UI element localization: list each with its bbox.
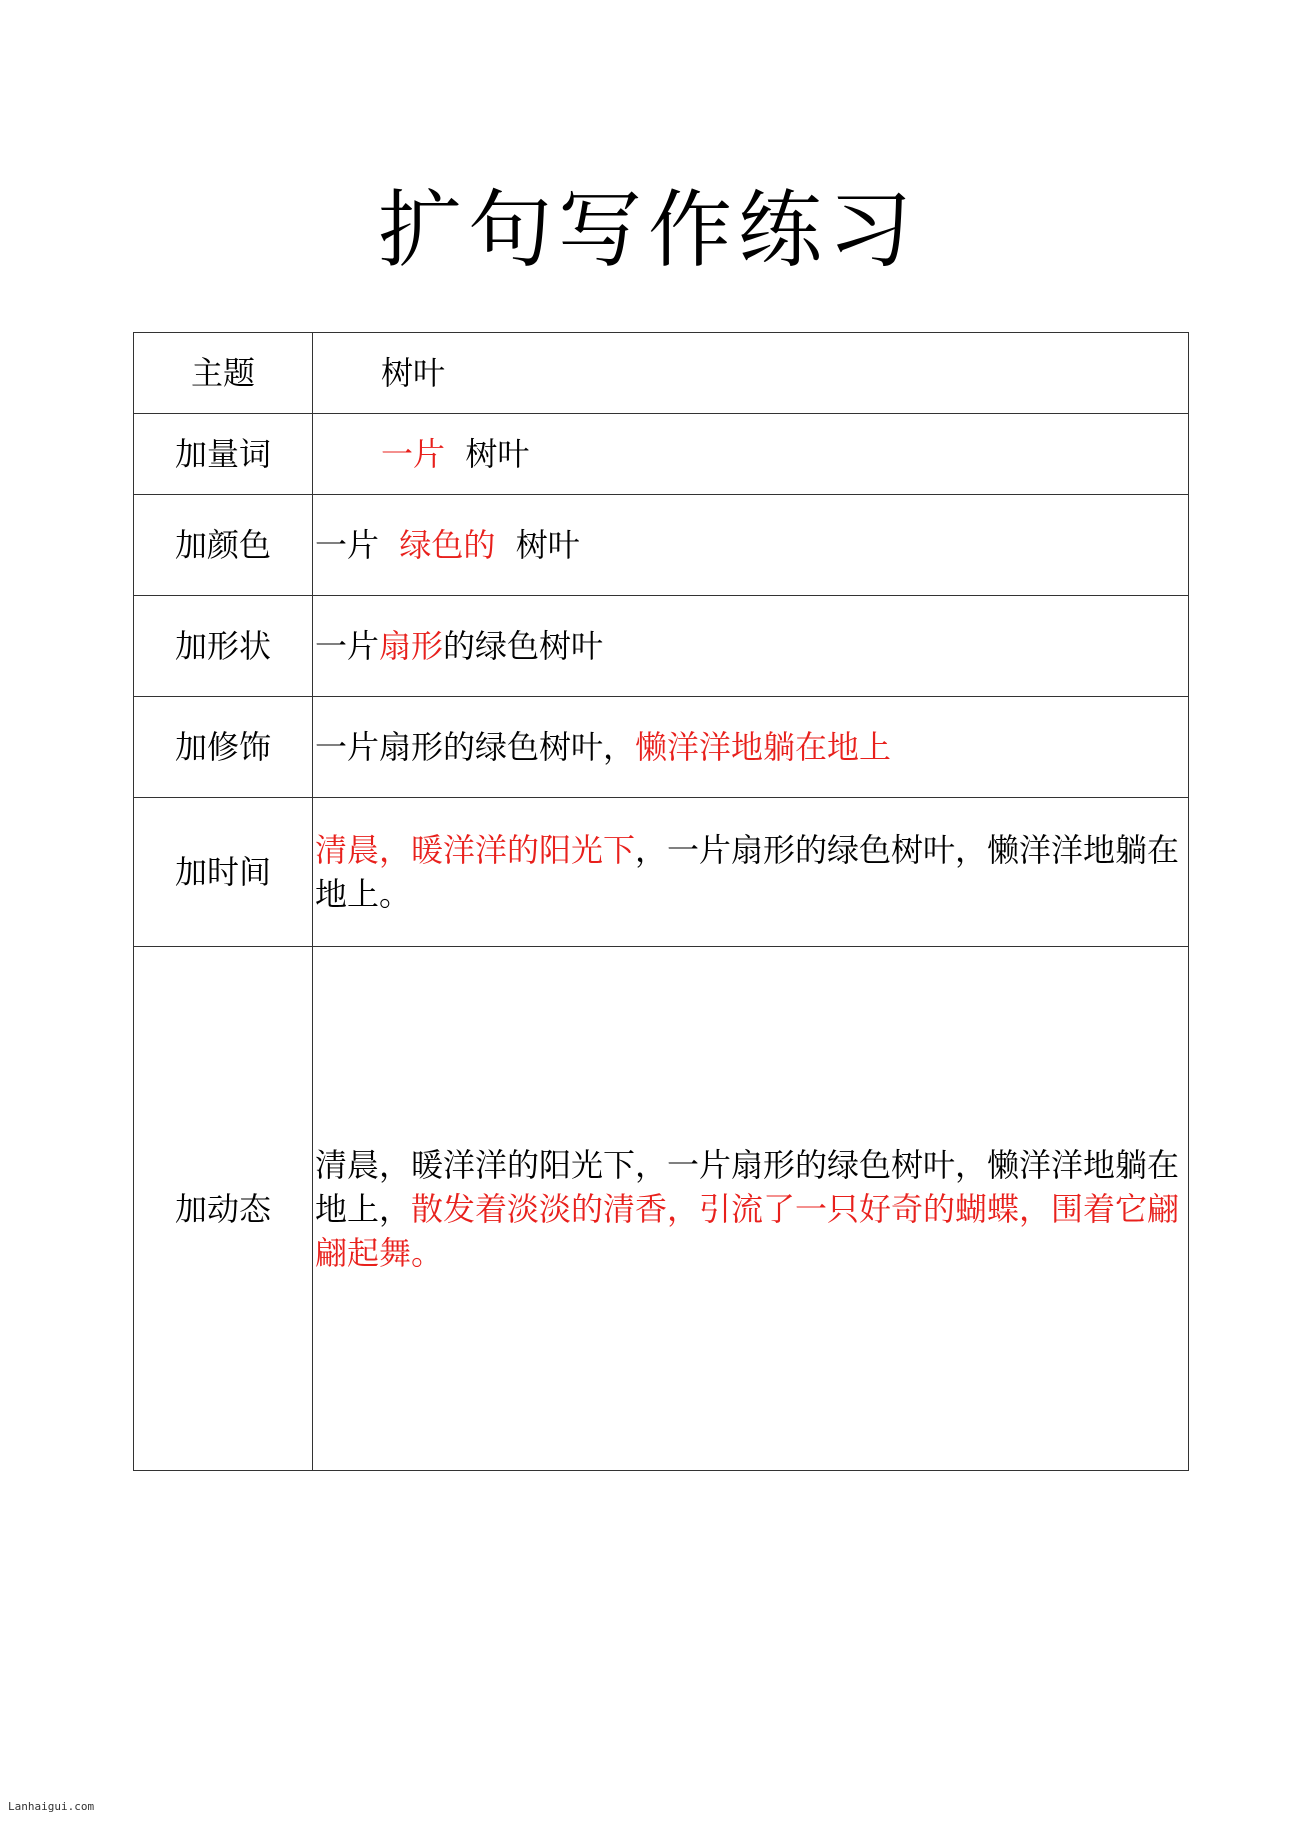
table-row (134, 947, 1189, 1471)
content-segment: 一片 (315, 627, 380, 665)
table-row (134, 414, 1189, 495)
table-row (134, 697, 1189, 798)
content-segment: 的绿色树叶 (443, 627, 604, 665)
row-label: 加修饰 (134, 697, 313, 798)
content-segment: 树叶 (495, 526, 580, 564)
content-segment-highlight: 懒洋洋地躺在地上 (635, 728, 892, 766)
content-segment: ，一片扇形的绿色树叶，懒洋洋地躺在地上。 (315, 831, 1180, 913)
content-segment: 树叶 (455, 435, 530, 473)
exercise-table (133, 332, 1189, 1471)
content-segment: 一片扇形的绿色树叶， (315, 728, 636, 766)
content-segment-highlight: 扇形 (379, 627, 444, 665)
watermark-text: Lanhaigui.com (8, 1800, 95, 1813)
content-segment: 一片 (315, 526, 400, 564)
row-content (313, 947, 1189, 1471)
row-content (313, 798, 1189, 947)
table-row (134, 596, 1189, 697)
content-segment-highlight: 散发着淡淡的清香，引流了一只好奇的蝴蝶，围着它翩翩起舞。 (315, 1189, 1180, 1272)
row-label: 加量词 (134, 414, 313, 495)
row-content (313, 697, 1189, 798)
row-label: 加颜色 (134, 495, 313, 596)
row-content (313, 333, 1189, 414)
table-row (134, 333, 1189, 414)
content-segment: 树叶 (381, 354, 446, 392)
table-row (134, 495, 1189, 596)
content-segment-highlight: 清晨，暖洋洋的阳光下 (315, 831, 636, 869)
row-label: 加动态 (134, 947, 313, 1471)
table-row (134, 798, 1189, 947)
row-label: 主题 (134, 333, 313, 414)
page-title: 扩句写作练习 (377, 181, 918, 279)
row-label: 加形状 (134, 596, 313, 697)
content-segment: 清晨，暖洋洋的阳光下，一片扇形的绿色树叶，懒洋洋地躺在地上， (315, 1145, 1180, 1228)
content-segment-highlight: 一片 (381, 435, 456, 473)
content-segment-highlight: 绿色的 (399, 526, 496, 564)
row-content (313, 596, 1189, 697)
row-content (313, 495, 1189, 596)
row-label: 加时间 (134, 798, 313, 947)
row-content (313, 414, 1189, 495)
